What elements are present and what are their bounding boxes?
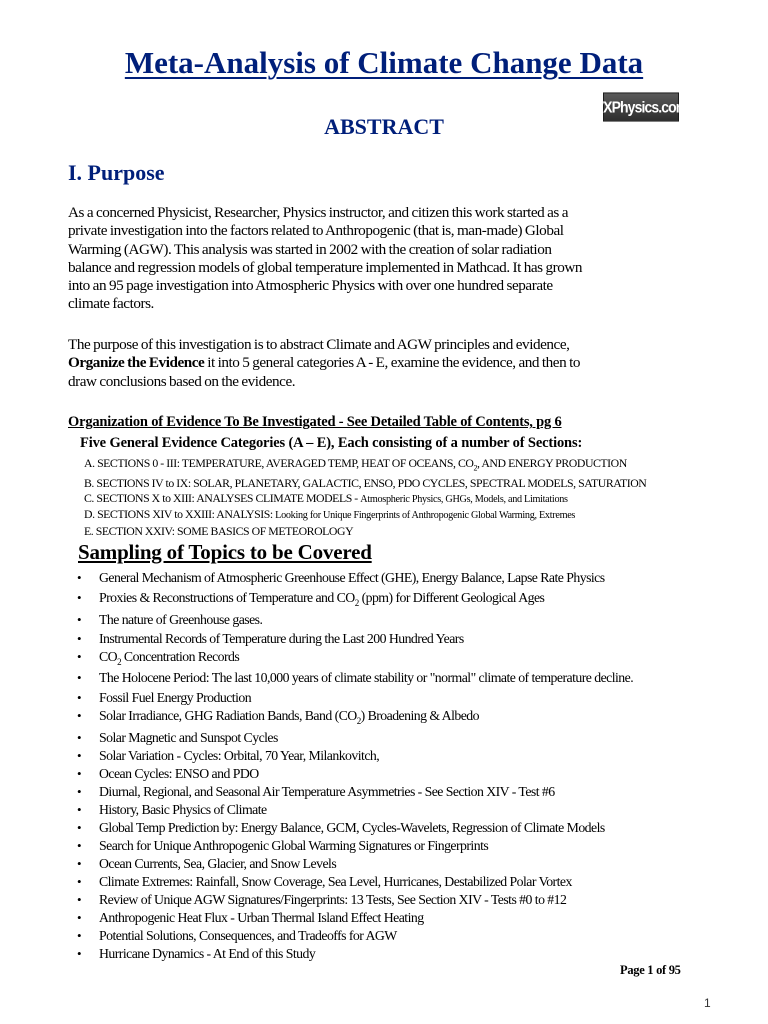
topic-text: Instrumental Records of Temperature during the Last 200 Hundred Years <box>99 631 464 646</box>
bullet-icon: • <box>77 631 82 646</box>
organization-heading: Organization of Evidence To Be Investigated - See Detailed Table of Contents, pg 6 <box>68 414 562 430</box>
purpose-paragraph <box>68 204 582 314</box>
list-item <box>77 590 633 612</box>
category-d <box>84 507 646 523</box>
list-item <box>77 670 633 690</box>
subscript: 2 <box>473 463 478 473</box>
purpose-heading: I. Purpose <box>68 160 165 185</box>
bullet-icon: • <box>77 708 82 723</box>
topic-text <box>99 590 544 608</box>
bullet-icon: • <box>77 612 82 627</box>
bullet-icon: • <box>77 649 82 664</box>
list-item <box>77 730 633 748</box>
topic-text: Anthropogenic Heat Flux - Urban Thermal Island Effect Heating <box>99 910 424 925</box>
bullet-icon: • <box>77 946 82 961</box>
topic-text: Ocean Currents, Sea, Glacier, and Snow Levels <box>99 856 337 871</box>
list-item <box>77 649 633 670</box>
topic-text: Search for Unique Anthropogenic Global Warming Signatures or Fingerprints <box>99 838 489 853</box>
bullet-icon: • <box>77 910 82 925</box>
topic-text <box>99 649 239 667</box>
bullet-icon: • <box>77 802 82 817</box>
topic-text: Fossil Fuel Energy Production <box>99 690 252 705</box>
list-item <box>77 612 633 631</box>
list-item <box>77 874 633 892</box>
subscript: 2 <box>356 715 361 726</box>
bullet-icon: • <box>77 690 82 705</box>
bullet-icon: • <box>77 838 82 853</box>
topic-text: Diurnal, Regional, and Seasonal Air Temperature Asymmetries - See Section XIV - Test #6 <box>99 784 555 799</box>
organize-evidence-emphasis: Organize the Evidence <box>68 354 205 372</box>
topic-text-part: (ppm) for Different Geological Ages <box>358 590 545 605</box>
page-number-label: Page 1 of 95 <box>620 963 681 977</box>
paragraph-line: draw conclusions based on the evidence. <box>68 372 296 390</box>
bullet-icon: • <box>77 856 82 871</box>
bullet-icon: • <box>77 820 82 835</box>
paragraph-line: As a concerned Physicist, Researcher, Physics instructor, and citizen this work started as a <box>68 204 569 221</box>
bullet-icon: • <box>77 590 82 605</box>
topic-text: Solar Magnetic and Sunspot Cycles <box>99 730 278 745</box>
topic-text: Solar Variation - Cycles: Orbital, 70 Year, Milankovitch, <box>99 748 380 763</box>
topic-text-part: Proxies & Reconstructions of Temperature and CO <box>99 590 355 605</box>
topic-text: Potential Solutions, Consequences, and Tradeoffs for AGW <box>99 928 397 943</box>
topic-text: The Holocene Period: The last 10,000 years of climate stability or "normal" climate of temperature decline. <box>99 670 634 685</box>
list-item <box>77 820 633 838</box>
category-text: D. SECTIONS XIV to XXIII: ANALYSIS: <box>84 507 276 522</box>
list-item <box>77 838 633 856</box>
category-c <box>84 491 646 507</box>
list-item <box>77 928 633 946</box>
bullet-icon: • <box>77 570 82 585</box>
category-b: B. SECTIONS IV to IX: SOLAR, PLANETARY, GALACTIC, ENSO, PDO CYCLES, SPECTRAL MODELS, SATURATION <box>84 475 647 490</box>
topic-text: Climate Extremes: Rainfall, Snow Coverage, Sea Level, Hurricanes, Destabilized Polar Vortex <box>99 874 572 889</box>
category-e: E. SECTION XXIV: SOME BASICS OF METEOROLOGY <box>84 523 354 538</box>
topic-text: The nature of Greenhouse gases. <box>99 612 263 627</box>
list-item <box>77 784 633 802</box>
vxphysics-logo[interactable]: VXPhysics.com <box>603 92 679 121</box>
category-a <box>84 456 646 476</box>
list-item <box>77 910 633 928</box>
topic-text: General Mechanism of Atmospheric Greenhouse Effect (GHE), Energy Balance, Lapse Rate Physics <box>99 570 605 585</box>
bullet-icon: • <box>77 892 82 907</box>
category-detail: Looking for Unique Fingerprints of Anthropogenic Global Warming, Extremes <box>275 510 576 522</box>
category-text: C. SECTIONS X to XIII: ANALYSES CLIMATE MODELS - <box>84 490 361 505</box>
bullet-icon: • <box>77 784 82 799</box>
list-item <box>77 690 633 708</box>
list-item <box>77 570 633 590</box>
bullet-icon: • <box>77 874 82 889</box>
bullet-icon: • <box>77 928 82 943</box>
investigation-purpose-paragraph <box>68 336 580 391</box>
topic-text <box>99 708 479 726</box>
subscript: 2 <box>117 656 122 667</box>
sampling-heading: Sampling of Topics to be Covered <box>78 540 372 564</box>
subscript: 2 <box>354 597 359 608</box>
paragraph-line <box>68 354 580 372</box>
topic-text-part: CO <box>99 649 118 664</box>
bullet-icon: • <box>77 670 82 685</box>
topic-text-part: Concentration Records <box>121 649 240 664</box>
document-title: Meta-Analysis of Climate Change Data <box>124 45 644 80</box>
list-item <box>77 766 633 784</box>
bullet-icon: • <box>77 766 82 781</box>
topics-list <box>77 570 633 964</box>
categories-heading: Five General Evidence Categories (A – E), Each consisting of a number of Sections: <box>80 435 583 451</box>
paragraph-line: private investigation into the factors related to Anthropogenic (that is, man-made) Global <box>68 222 564 240</box>
list-item <box>77 856 633 874</box>
bullet-icon: • <box>77 748 82 763</box>
list-item <box>77 708 633 730</box>
paragraph-line: The purpose of this investigation is to abstract Climate and AGW principles and evidence, <box>68 336 570 353</box>
list-item <box>77 946 633 964</box>
category-text: A. SECTIONS 0 - III: TEMPERATURE, AVERAGED TEMP, HEAT OF OCEANS, CO <box>84 456 474 470</box>
evidence-categories-list <box>84 456 646 539</box>
paragraph-line: climate factors. <box>68 295 154 313</box>
paragraph-line: balance and regression models of global temperature implemented in Mathcad. It has grown <box>68 258 583 276</box>
topic-text-part: ) Broadening & Albedo <box>360 708 479 723</box>
topic-text: Global Temp Prediction by: Energy Balance, GCM, Cycles-Wavelets, Regression of Climate Models <box>99 820 605 835</box>
list-item <box>77 631 633 649</box>
topic-text-part: Solar Irradiance, GHG Radiation Bands, Band (CO <box>99 708 357 723</box>
paragraph-text: it into 5 general categories A - E, examine the evidence, and then to <box>204 354 580 372</box>
category-text: , AND ENERGY PRODUCTION <box>477 456 627 470</box>
abstract-heading: ABSTRACT <box>324 114 444 139</box>
list-item <box>77 802 633 820</box>
list-item <box>77 748 633 766</box>
category-detail: Atmospheric Physics, GHGs, Models, and Limitations <box>360 493 568 505</box>
paragraph-line: into an 95 page investigation into Atmospheric Physics with over one hundred separate <box>68 277 553 295</box>
sheet-number: 1 <box>704 996 711 1010</box>
bullet-icon: • <box>77 730 82 745</box>
paragraph-line: Warming (AGW). This analysis was started in 2002 with the creation of solar radiation <box>68 240 552 258</box>
topic-text: Ocean Cycles: ENSO and PDO <box>99 766 259 781</box>
topic-text: Hurricane Dynamics - At End of this Study <box>99 946 316 961</box>
topic-text: Review of Unique AGW Signatures/Fingerprints: 13 Tests, See Section XIV - Tests #0 to #12 <box>99 892 567 907</box>
list-item <box>77 892 633 910</box>
topic-text: History, Basic Physics of Climate <box>99 802 267 817</box>
